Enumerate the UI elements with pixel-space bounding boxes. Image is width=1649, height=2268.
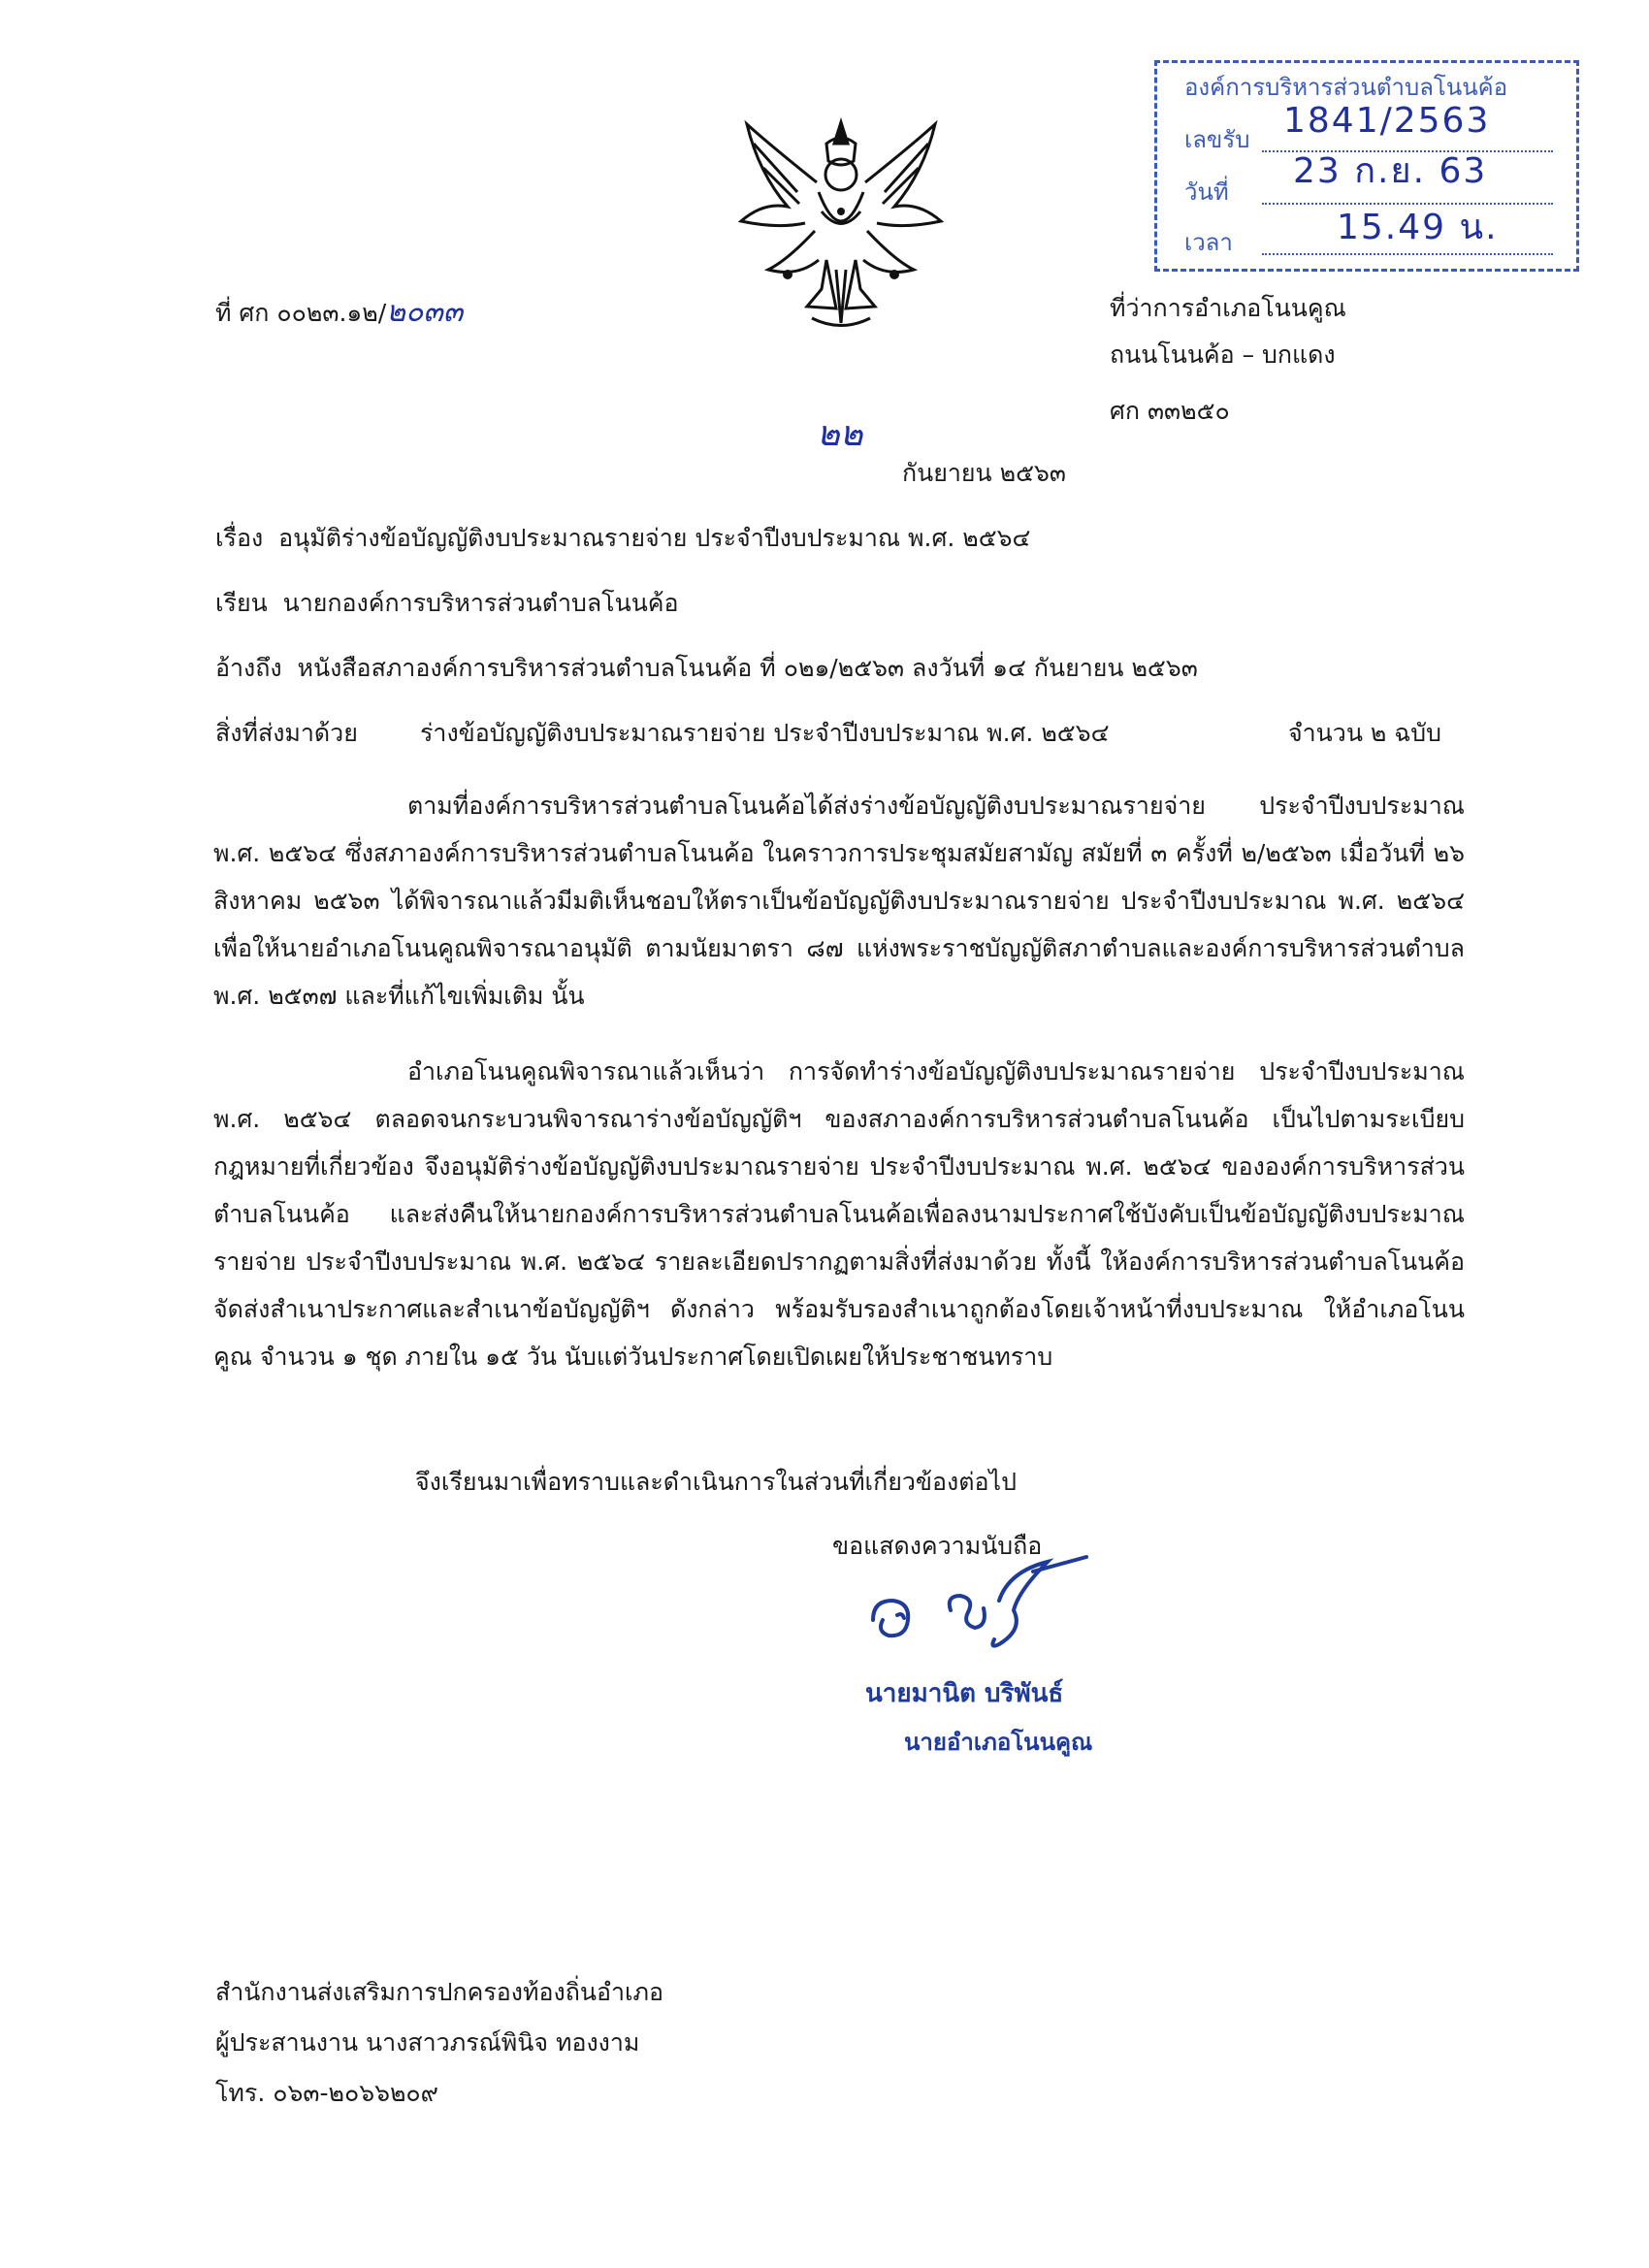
stamp-dotted-line	[1262, 253, 1553, 255]
stamp-dotted-line	[1262, 203, 1553, 205]
footer-coordinator: ผู้ประสานงาน นางสาวภรณ์พินิจ ทองงาม	[215, 2028, 640, 2057]
body-paragraph-1	[213, 782, 1465, 1020]
body-paragraph-3: จึงเรียนมาเพื่อทราบและดำเนินการในส่วนที่เกี่ยวข้องต่อไป	[415, 1468, 1017, 1496]
footer-phone: โทร. ๐๖๓-๒๐๖๖๒๐๙	[215, 2079, 438, 2107]
footer-department: สำนักงานส่งเสริมการปกครองท้องถิ่นอำเภอ	[215, 1978, 664, 2006]
reference-number	[215, 293, 463, 333]
stamp-date-value: 23 ก.ย. 63	[1293, 151, 1488, 191]
signer-title: นายอำเภอโนนคูณ	[904, 1729, 1093, 1756]
stamp-recv-value: 1841/2563	[1283, 101, 1491, 141]
body-paragraph-1-text: ตามที่องค์การบริหารส่วนตำบลโนนค้อได้ส่งร่างข้อบัญญัติงบประมาณรายจ่าย ประจำปีงบประมาณ พ.ศ. ๒๕๖๔ ซึ่งสภาองค์การบริหารส่วนตำบลโนนค้อ ในคราวการประชุมสมัยสามัญ สมัยที่ ๓ ครั้งที่ ๒/๒๕๖๓ เมื่อวันที่ ๒๖ สิงหาคม ๒๕๖๓ ได้พิจารณาแล้วมีมติเห็นชอบให้ตราเป็นข้อบัญญัติงบประมาณรายจ่าย ประจำปีงบประมาณ พ.ศ. ๒๕๖๔ เพื่อให้นายอำเภอโนนคูณพิจารณาอนุมัติ ตามนัยมาตรา ๘๗ แห่งพระราชบัญญัติสภาตำบลและองค์การบริหารส่วนตำบล พ.ศ. ๒๕๓๗ และที่แก้ไขเพิ่มเติม นั้น	[213, 792, 1465, 1010]
reference-number-handwritten: ๒๐๓๓	[386, 295, 464, 329]
office-road: ถนนโนนค้อ – บกแดง	[1110, 340, 1336, 369]
signature-icon	[854, 1552, 1106, 1659]
stamp-org-line: องค์การบริหารส่วนตำบลโนนค้อ	[1184, 74, 1508, 101]
office-postcode: ศก ๓๓๒๕๐	[1110, 397, 1230, 425]
stamp-time-value: 15.49 น.	[1337, 208, 1499, 247]
reference-line	[215, 649, 1198, 688]
letter-date: กันยายน ๒๕๖๓	[902, 459, 1066, 487]
subject-value: อนุมัติร่างข้อบัญญัติงบประมาณรายจ่าย ประจำปีงบประมาณ พ.ศ. ๒๕๖๔	[278, 524, 1031, 552]
body-paragraph-2	[213, 1048, 1465, 1380]
addressee-value: นายกองค์การบริหารส่วนตำบลโนนค้อ	[282, 589, 679, 617]
reference-number-printed: ที่ ศก ๐๐๒๓.๑๒/	[215, 299, 387, 327]
stamp-time-label: เวลา	[1184, 229, 1233, 256]
addressee-label: เรียน	[215, 589, 268, 617]
signer-name: นายมานิต บริพันธ์	[865, 1679, 1064, 1708]
addressee-line	[215, 584, 679, 623]
date-day-handwritten: ๒๒	[817, 414, 863, 454]
garuda-emblem-icon	[729, 114, 953, 338]
office-name: ที่ว่าการอำเภอโนนคูณ	[1110, 294, 1346, 322]
stamp-date-label: วันที่	[1184, 178, 1229, 206]
receive-stamp	[1154, 60, 1579, 272]
stamp-recv-label: เลขรับ	[1184, 126, 1250, 153]
closing-regards: ขอแสดงความนับถือ	[832, 1532, 1043, 1560]
subject-label: เรื่อง	[215, 524, 264, 552]
body-paragraph-2-text: อำเภอโนนคูณพิจารณาแล้วเห็นว่า การจัดทำร่างข้อบัญญัติงบประมาณรายจ่าย ประจำปีงบประมาณ พ.ศ. ๒๕๖๔ ตลอดจนกระบวนพิจารณาร่างข้อบัญญัติฯ ของสภาองค์การบริหารส่วนตำบลโนนค้อ เป็นไปตามระเบียบกฎหมายที่เกี่ยวข้อง จึงอนุมัติร่างข้อบัญญัติงบประมาณรายจ่าย ประจำปีงบประมาณ พ.ศ. ๒๕๖๔ ขององค์การบริหารส่วนตำบลโนนค้อ และส่งคืนให้นายกองค์การบริหารส่วนตำบลโนนค้อเพื่อลงนามประกาศใช้บังคับเป็นข้อบัญญัติงบประมาณรายจ่าย ประจำปีงบประมาณ พ.ศ. ๒๕๖๔ รายละเอียดปรากฏตามสิ่งที่ส่งมาด้วย ทั้งนี้ ให้องค์การบริหารส่วนตำบลโนนค้อจัดส่งสำเนาประกาศและสำเนาข้อบัญญัติฯ ดังกล่าว พร้อมรับรองสำเนาถูกต้องโดยเจ้าหน้าที่งบประมาณ ให้อำเภอโนนคูณ จำนวน ๑ ชุด ภายใน ๑๕ วัน นับแต่วันประกาศโดยเปิดเผยให้ประชาชนทราบ	[213, 1057, 1465, 1371]
enclosure-count: จำนวน ๒ ฉบับ	[1288, 719, 1442, 747]
enclosure-label: สิ่งที่ส่งมาด้วย	[215, 719, 358, 747]
reference-label: อ้างถึง	[215, 654, 282, 682]
enclosure-value: ร่างข้อบัญญัติงบประมาณรายจ่าย ประจำปีงบประมาณ พ.ศ. ๒๕๖๔	[420, 719, 1110, 747]
subject-line	[215, 519, 1030, 558]
reference-value: หนังสือสภาองค์การบริหารส่วนตำบลโนนค้อ ที่ ๐๒๑/๒๕๖๓ ลงวันที่ ๑๔ กันยายน ๒๕๖๓	[297, 654, 1198, 682]
